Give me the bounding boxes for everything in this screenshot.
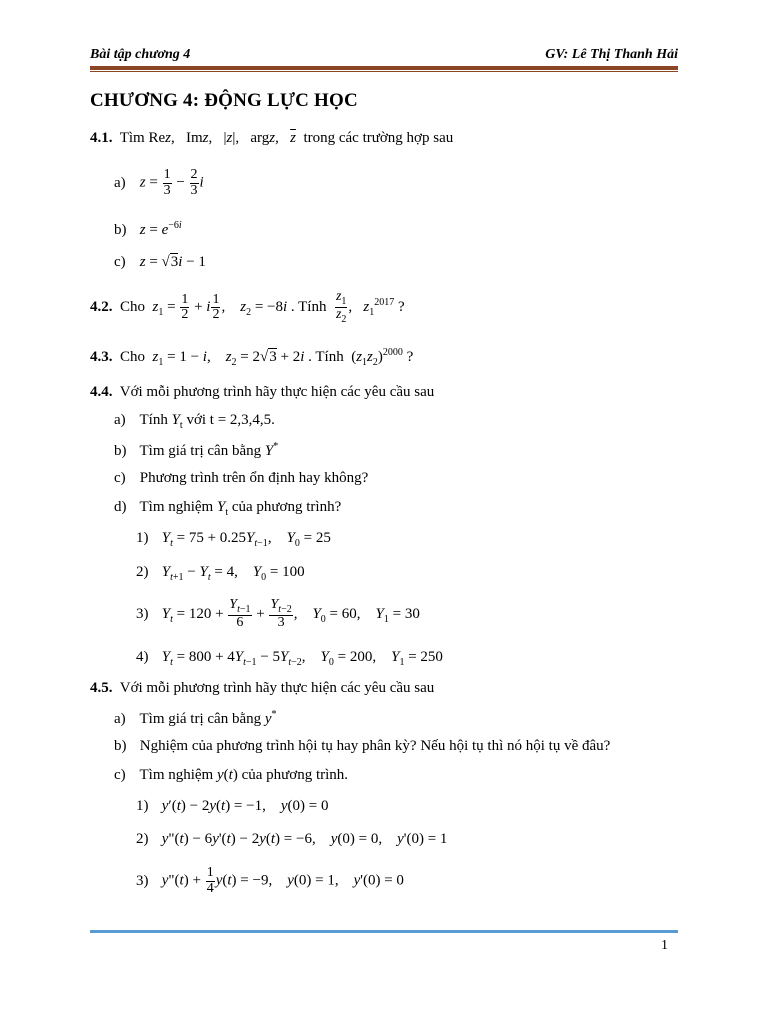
page-title: CHƯƠNG 4: ĐỘNG LỰC HỌC	[90, 90, 358, 111]
problem-4-4-eq-3: 3) $Y_t = 120$ + $\frac{Y_{t-1}}{6}$ + $\frac{Y_{t-2}}{3}$ , $Y_0 = 60$, $Y_1 = 30$	[136, 597, 420, 631]
problem-4-2: 4.2. Cho $z_1$ = $\frac{1}{2}$ + i $\frac{1}{2}$ , $z_2 = -8i$ . Tính $\frac{z_1}{z_2}$ , $z_1^{2017}$ ?	[90, 289, 405, 326]
problem-4-4-eq-2: 2) $Y_{t+1} - Y_t = 4$, $Y_0 = 100$	[136, 564, 305, 583]
footer-rule	[90, 930, 678, 933]
problem-4-5: 4.5. Với mỗi phương trình hãy thực hiện các yêu cầu sau	[90, 680, 435, 696]
problem-4-4-b: b) Tìm giá trị cân bằng Y*	[114, 441, 279, 459]
problem-4-5-c: c) Tìm nghiệm y(t) của phương trình.	[114, 767, 349, 783]
page-number: 1	[661, 938, 668, 953]
problem-4-4-d: d) Tìm nghiệm $Y_t$ của phương trình?	[114, 499, 342, 518]
problem-4-5-eq-1: 1) y′(t) − 2y(t) = −1, y(0) = 0	[136, 798, 329, 814]
problem-4-1-a: a) z = $\frac{1}{3}$ − $\frac{2}{3}$ i	[114, 167, 204, 198]
problem-4-4-eq-4: 4) $Y_t = 800 + 4Y_{t-1} - 5Y_{t-2}$, $Y_0 = 200$, $Y_1 = 250$	[136, 649, 443, 668]
header-teacher: GV: Lê Thị Thanh Hải	[545, 47, 678, 62]
header-rule	[90, 66, 678, 70]
problem-4-3: 4.3. Cho $z_1 = 1 - i$, $z_2 = 2√3 + 2i$ . Tính $(z_1z_2)^{2000}$ ?	[90, 347, 414, 368]
problem-4-4-a: a) Tính $Y_t$ với t = 2,3,4,5.	[114, 412, 275, 431]
problem-4-4-c: c) Phương trình trên ổn định hay không?	[114, 470, 369, 486]
problem-4-4: 4.4. Với mỗi phương trình hãy thực hiện các yêu cầu sau	[90, 384, 435, 400]
problem-4-5-eq-2: 2) y"(t) − 6y'(t) − 2y(t) = −6, y(0) = 0, y'(0) = 1	[136, 831, 448, 847]
problem-4-5-eq-3: 3) y"(t) + $\frac{1}{4}$ y(t) = −9, y(0) = 1, y'(0) = 0	[136, 865, 404, 896]
problem-4-5-a: a) Tìm giá trị cân bằng y*	[114, 709, 277, 727]
header-chapter: Bài tập chương 4	[90, 47, 191, 62]
problem-4-1-b: b) $z = e^{-6i}$	[114, 220, 182, 238]
problem-4-4-eq-1: 1) $Y_t = 75 + 0.25Y_{t-1}$, $Y_0 = 25$	[136, 530, 331, 549]
problem-4-1-c: c) z = √3i − 1	[114, 254, 206, 270]
problem-4-1: 4.1. Tìm Rez, Imz, |z|, argz, $\overline{z}$ trong các trường hợp sau	[90, 130, 454, 146]
header-rule-thin	[90, 71, 678, 72]
problem-4-5-b: b) Nghiệm của phương trình hội tụ hay phân kỳ? Nếu hội tụ thì nó hội tụ về đâu?	[114, 738, 611, 754]
